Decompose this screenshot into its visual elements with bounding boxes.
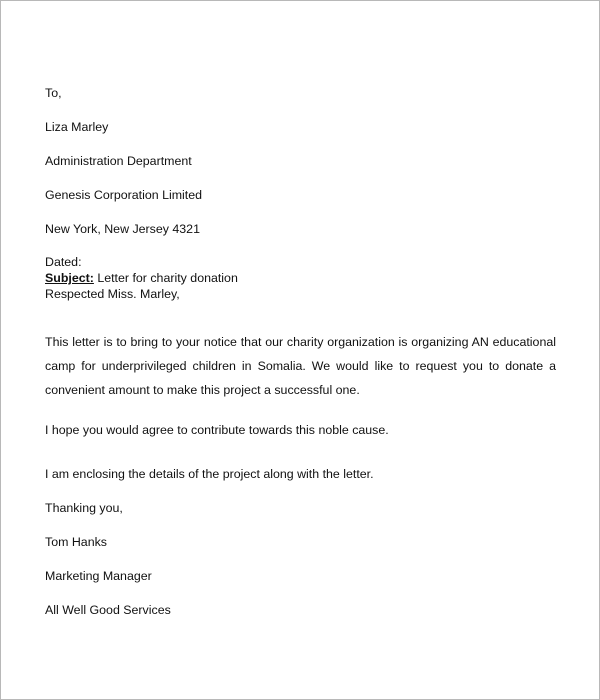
to-line: To,	[45, 86, 62, 100]
subject-label: Subject:	[45, 271, 94, 285]
recipient-department: Administration Department	[45, 154, 192, 168]
recipient-company: Genesis Corporation Limited	[45, 188, 203, 202]
paragraph-enclosure: I am enclosing the details of the project along with the letter.	[45, 467, 374, 481]
paragraph-main: This letter is to bring to your notice that our charity organization is organizing AN educational camp for underprivileged children in Somalia. We would like to request you to donate a convenient amount to make this project a successful one.	[45, 335, 556, 397]
sender-company: All Well Good Services	[45, 603, 171, 617]
closing: Thanking you,	[45, 501, 123, 515]
greeting: Respected Miss. Marley,	[45, 287, 180, 301]
paragraph-hope: I hope you would agree to contribute towards this noble cause.	[45, 423, 389, 437]
dated-label: Dated:	[45, 255, 82, 269]
subject-line	[45, 270, 556, 286]
sender-name: Tom Hanks	[45, 535, 107, 549]
letter-body	[45, 85, 556, 618]
recipient-name: Liza Marley	[45, 120, 109, 134]
sender-title: Marketing Manager	[45, 569, 152, 583]
recipient-address: New York, New Jersey 4321	[45, 222, 200, 236]
subject-text: Letter for charity donation	[93, 271, 238, 285]
